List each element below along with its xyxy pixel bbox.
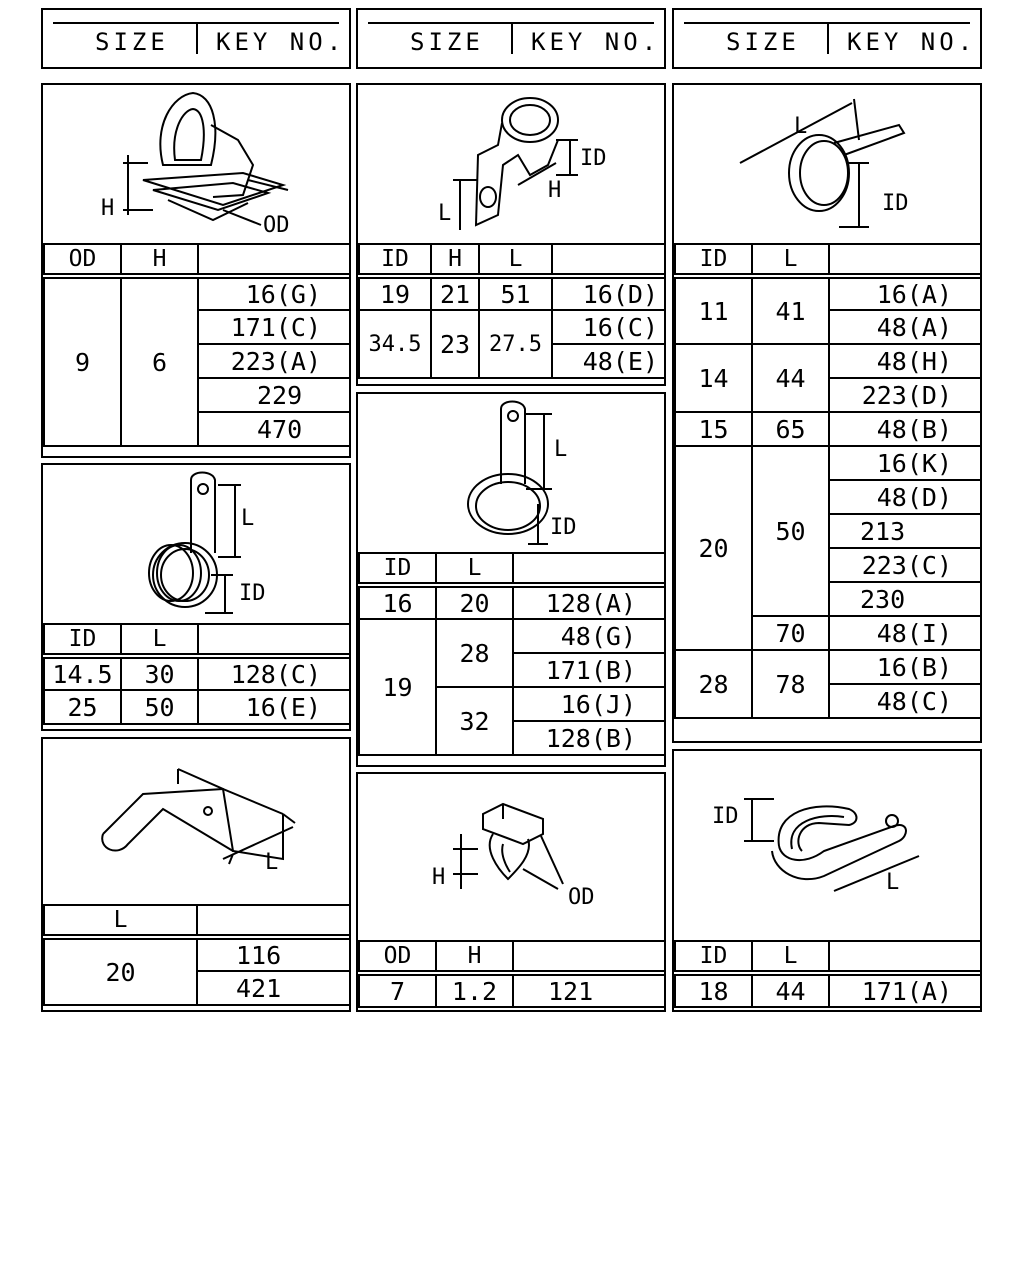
cell-key: 230 xyxy=(829,582,981,616)
cell-id: 19 xyxy=(359,276,431,310)
cell-id: 15 xyxy=(675,412,752,446)
cell-od: 7 xyxy=(359,973,436,1007)
cell-l: 27.5 xyxy=(479,310,552,378)
bracket-clamp-drawing xyxy=(358,85,664,249)
rivet-clip-table xyxy=(43,243,351,447)
col-id: ID xyxy=(44,624,121,656)
label-l: L xyxy=(886,870,900,895)
panel-flat-clip xyxy=(41,737,351,1012)
cell-key: 128(B) xyxy=(513,721,665,755)
cell-h: 21 xyxy=(431,276,479,310)
col-key xyxy=(198,244,350,276)
coil-clamp-drawing xyxy=(43,465,349,629)
col-od: OD xyxy=(44,244,121,276)
cell-key: 48(H) xyxy=(829,344,981,378)
label-h: H xyxy=(432,865,446,890)
band-clamp-table xyxy=(674,243,982,719)
cell-key: 171(A) xyxy=(829,973,981,1007)
cell-key: 16(D) xyxy=(552,276,665,310)
cell-key: 213 xyxy=(829,514,981,548)
cell-l: 32 xyxy=(436,687,513,755)
cell-key: 421 xyxy=(197,971,350,1005)
col-l: L xyxy=(479,244,552,276)
push-clip-table xyxy=(358,940,666,1008)
cell-l: 70 xyxy=(752,616,829,650)
panel-band-clamp xyxy=(672,83,982,743)
cell-key: 128(A) xyxy=(513,585,665,619)
label-od: OD xyxy=(263,213,290,238)
cell-key: 16(C) xyxy=(552,310,665,344)
cell-key: 171(B) xyxy=(513,653,665,687)
label-h: H xyxy=(548,178,562,203)
cell-l: 65 xyxy=(752,412,829,446)
col-id: ID xyxy=(359,244,431,276)
cell-key: 16(K) xyxy=(829,446,981,480)
col-l: L xyxy=(436,553,513,585)
panel-bracket-clamp xyxy=(356,83,666,386)
cell-key: 121 xyxy=(513,973,665,1007)
cell-id: 20 xyxy=(675,446,752,650)
cell-key: 48(C) xyxy=(829,684,981,718)
cell-l: 44 xyxy=(752,344,829,412)
col-key xyxy=(513,941,665,973)
cell-id: 16 xyxy=(359,585,436,619)
header-col-3 xyxy=(672,8,982,69)
cell-key: 128(C) xyxy=(198,656,350,690)
col-key xyxy=(829,244,981,276)
push-clip-drawing xyxy=(358,774,664,943)
cell-l: 50 xyxy=(121,690,198,724)
col-l: L xyxy=(752,941,829,973)
col-key xyxy=(552,244,665,276)
panel-p-clamp xyxy=(672,749,982,1012)
cell-key: 16(G) xyxy=(198,276,350,310)
cell-id: 34.5 xyxy=(359,310,431,378)
col-od: OD xyxy=(359,941,436,973)
header-col-2 xyxy=(356,8,666,69)
label-id: ID xyxy=(882,191,909,216)
cell-id: 28 xyxy=(675,650,752,718)
coil-clamp-table xyxy=(43,623,351,725)
label-h: H xyxy=(101,196,115,221)
cell-id: 14.5 xyxy=(44,656,121,690)
cell-id: 18 xyxy=(675,973,752,1007)
col-key xyxy=(198,624,350,656)
label-id: ID xyxy=(239,581,266,606)
col-l: L xyxy=(121,624,198,656)
label-l: L xyxy=(554,437,568,462)
cell-key: 16(E) xyxy=(198,690,350,724)
col-h: H xyxy=(121,244,198,276)
col-id: ID xyxy=(675,244,752,276)
cell-key: 48(A) xyxy=(829,310,981,344)
key-no-header: KEY NO. xyxy=(847,27,977,56)
band-clamp-drawing xyxy=(674,85,980,249)
cell-id: 25 xyxy=(44,690,121,724)
col-h: H xyxy=(436,941,513,973)
cell-key: 470 xyxy=(198,412,350,446)
label-id: ID xyxy=(712,804,739,829)
p-clamp-table xyxy=(674,940,982,1008)
col-key xyxy=(829,941,981,973)
cell-id: 19 xyxy=(359,619,436,755)
label-od: OD xyxy=(568,885,595,910)
col-id: ID xyxy=(675,941,752,973)
panel-push-clip xyxy=(356,772,666,1012)
cell-key: 48(I) xyxy=(829,616,981,650)
col-l: L xyxy=(752,244,829,276)
cell-h: 6 xyxy=(121,276,198,446)
key-no-header: KEY NO. xyxy=(216,27,346,56)
cell-l: 20 xyxy=(436,585,513,619)
cell-id: 11 xyxy=(675,276,752,344)
panel-rivet-clip xyxy=(41,83,351,458)
cell-key: 223(C) xyxy=(829,548,981,582)
p-clamp-drawing xyxy=(674,751,980,945)
cell-key: 48(B) xyxy=(829,412,981,446)
label-id: ID xyxy=(580,146,607,171)
cell-l: 51 xyxy=(479,276,552,310)
cell-h: 1.2 xyxy=(436,973,513,1007)
cell-l: 41 xyxy=(752,276,829,344)
cell-l: 78 xyxy=(752,650,829,718)
label-l: L xyxy=(265,850,279,875)
cell-key: 16(B) xyxy=(829,650,981,684)
label-l: L xyxy=(794,114,808,139)
cell-key: 48(G) xyxy=(513,619,665,653)
cell-key: 48(E) xyxy=(552,344,665,378)
size-header: SIZE xyxy=(726,27,800,56)
flat-clip-table xyxy=(43,904,351,1006)
cell-key: 229 xyxy=(198,378,350,412)
col-l: L xyxy=(44,905,197,937)
loop-clamp-drawing xyxy=(358,394,664,558)
cell-key: 223(D) xyxy=(829,378,981,412)
panel-loop-clamp xyxy=(356,392,666,767)
panel-coil-clamp xyxy=(41,463,351,731)
col-id: ID xyxy=(359,553,436,585)
col-h: H xyxy=(431,244,479,276)
cell-od: 9 xyxy=(44,276,121,446)
cell-h: 23 xyxy=(431,310,479,378)
cell-key: 48(D) xyxy=(829,480,981,514)
flat-clip-drawing xyxy=(43,739,349,908)
loop-clamp-table xyxy=(358,552,666,756)
cell-l: 44 xyxy=(752,973,829,1007)
cell-id: 14 xyxy=(675,344,752,412)
label-l: L xyxy=(438,201,452,226)
cell-key: 16(A) xyxy=(829,276,981,310)
cell-key: 116 xyxy=(197,937,350,971)
bracket-clamp-table xyxy=(358,243,666,379)
size-header: SIZE xyxy=(410,27,484,56)
col-key xyxy=(197,905,350,937)
cell-l: 50 xyxy=(752,446,829,616)
cell-l: 30 xyxy=(121,656,198,690)
size-header: SIZE xyxy=(95,27,169,56)
rivet-clip-drawing xyxy=(43,85,349,249)
cell-l: 20 xyxy=(44,937,197,1005)
cell-l: 28 xyxy=(436,619,513,687)
label-id: ID xyxy=(550,515,577,540)
label-l: L xyxy=(241,506,255,531)
col-key xyxy=(513,553,665,585)
header-col-1 xyxy=(41,8,351,69)
cell-key: 16(J) xyxy=(513,687,665,721)
key-no-header: KEY NO. xyxy=(531,27,661,56)
cell-key: 223(A) xyxy=(198,344,350,378)
cell-key: 171(C) xyxy=(198,310,350,344)
